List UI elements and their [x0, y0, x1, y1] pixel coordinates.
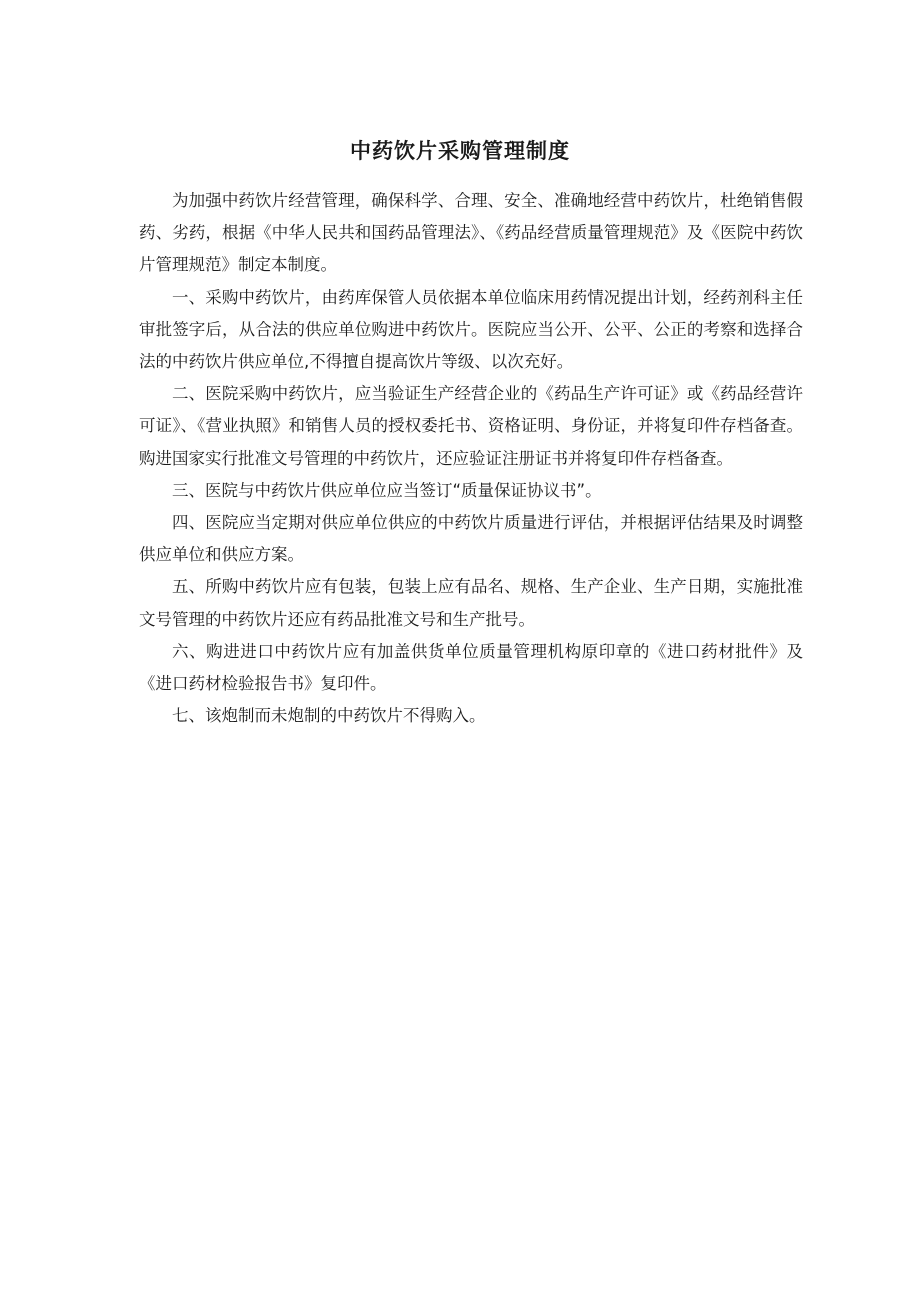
clause-1-paragraph: 一、采购中药饮片，由药库保管人员依据本单位临床用药情况提出计划，经药剂科主任审批签字后，从合法的供应单位购进中药饮片。医院应当公开、公平、公正的考察和选择合法的中药饮片供应单位,不得擅自提高饮片等级、以次充好。: [139, 287, 803, 372]
clause-5-paragraph: 五、所购中药饮片应有包装，包装上应有品名、规格、生产企业、生产日期，实施批准文号管理的中药饮片还应有药品批准文号和生产批号。: [139, 577, 803, 629]
intro-paragraph: 为加强中药饮片经营管理，确保科学、合理、安全、准确地经营中药饮片，杜绝销售假药、劣药，根据《中华人民共和国药品管理法》、《药品经营质量管理规范》及《医院中药饮片管理规范》制定本制度。: [139, 191, 803, 275]
clause-4-paragraph: 四、医院应当定期对供应单位供应的中药饮片质量进行评估，并根据评估结果及时调整供应单位和供应方案。: [139, 513, 803, 565]
document-title: 中药饮片采购管理制度: [350, 139, 570, 163]
clause-7-paragraph: 七、该炮制而未炮制的中药饮片不得购入。: [172, 706, 486, 726]
document-body: [139, 185, 803, 732]
clause-6-paragraph: 六、购进进口中药饮片应有加盖供货单位质量管理机构原印章的《进口药材批件》及《进口药材检验报告书》复印件。: [139, 641, 803, 694]
clause-3-paragraph: 三、医院与中药饮片供应单位应当签订“质量保证协议书”。: [172, 480, 602, 500]
clause-2-paragraph: 二、医院采购中药饮片，应当验证生产经营企业的《药品生产许可证》或《药品经营许可证》、《营业执照》和销售人员的授权委托书、资格证明、身份证，并将复印件存档备查。购进国家实行批准文号管理的中药饮片，还应验证注册证书并将复印件存档备查。: [139, 384, 803, 468]
